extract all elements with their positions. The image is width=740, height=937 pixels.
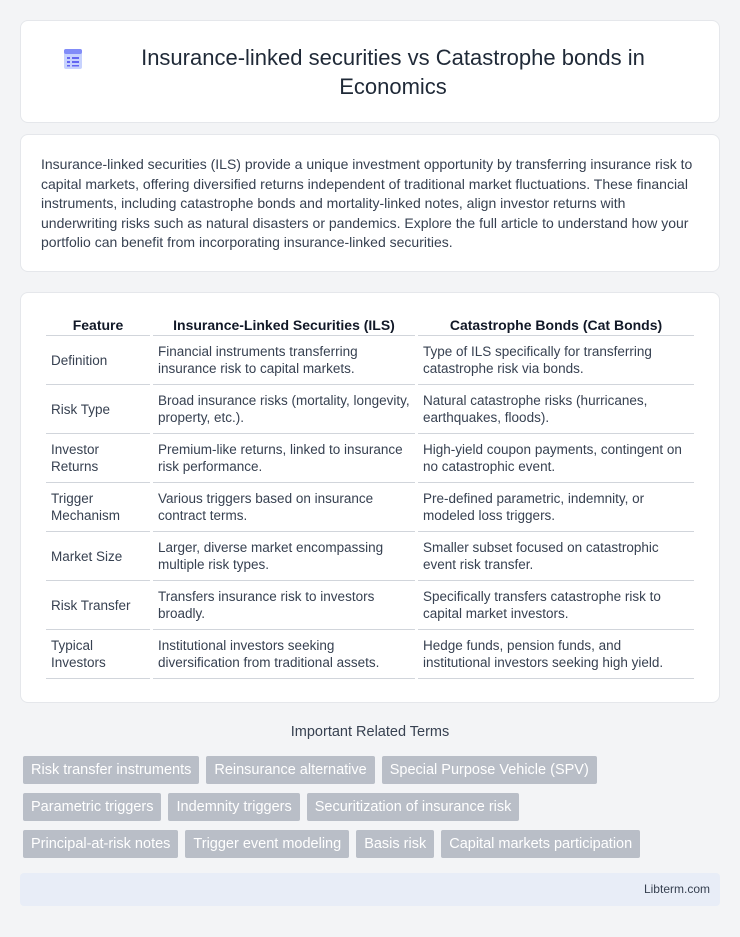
cat-bond-cell: Type of ILS specifically for transferring catastrophe risk via bonds.	[418, 336, 694, 385]
ils-cell: Various triggers based on insurance contract terms.	[153, 483, 415, 532]
table-row	[46, 434, 694, 483]
header-ils: Insurance-Linked Securities (ILS)	[153, 313, 415, 336]
ils-cell: Financial instruments transferring insurance risk to capital markets.	[153, 336, 415, 385]
tag-row	[23, 756, 723, 784]
cat-bond-cell: High-yield coupon payments, contingent on no catastrophic event.	[418, 434, 694, 483]
tag-row	[23, 830, 723, 858]
tag-row	[23, 793, 723, 821]
table-row	[46, 336, 694, 385]
related-term-tag[interactable]: Special Purpose Vehicle (SPV)	[382, 756, 597, 784]
feature-cell: Trigger Mechanism	[46, 483, 150, 532]
intro-card	[20, 134, 720, 272]
feature-cell: Risk Type	[46, 385, 150, 434]
title-card	[20, 20, 720, 123]
table-row	[46, 630, 694, 679]
related-term-tag[interactable]: Risk transfer instruments	[23, 756, 199, 784]
related-term-tag[interactable]: Reinsurance alternative	[206, 756, 374, 784]
related-term-tag[interactable]: Securitization of insurance risk	[307, 793, 520, 821]
related-terms-list	[23, 756, 723, 867]
table-row	[46, 385, 694, 434]
feature-cell: Definition	[46, 336, 150, 385]
comparison-table	[43, 313, 697, 679]
footer-site-link[interactable]: Libterm.com	[643, 882, 710, 896]
footer	[20, 873, 720, 906]
related-term-tag[interactable]: Indemnity triggers	[168, 793, 299, 821]
related-terms-heading: Important Related Terms	[290, 724, 450, 740]
table-header-row	[46, 313, 694, 336]
cat-bond-cell: Hedge funds, pension funds, and institutional investors seeking high yield.	[418, 630, 694, 679]
document-icon	[61, 47, 85, 71]
ils-cell: Larger, diverse market encompassing multiple risk types.	[153, 532, 415, 581]
related-term-tag[interactable]: Basis risk	[356, 830, 434, 858]
intro-paragraph: Insurance-linked securities (ILS) provide a unique investment opportunity by transferring insurance risk to capital markets, offering diversified returns independent of traditional market fluctuations. These financial instruments, including catastrophe bonds and mortality-linked notes, align investor returns with underwriting risks such as natural disasters or pandemics. Explore the full article to understand how your portfolio can benefit from incorporating insurance-linked securities.	[41, 156, 693, 250]
ils-cell: Institutional investors seeking diversification from traditional assets.	[153, 630, 415, 679]
cat-bond-cell: Smaller subset focused on catastrophic event risk transfer.	[418, 532, 694, 581]
related-term-tag[interactable]: Principal-at-risk notes	[23, 830, 178, 858]
header-feature: Feature	[46, 313, 150, 336]
page-title: Insurance-linked securities vs Catastrophe bonds in Economics	[141, 44, 645, 99]
cat-bond-cell: Pre-defined parametric, indemnity, or modeled loss triggers.	[418, 483, 694, 532]
table-row	[46, 532, 694, 581]
header-cat-bonds: Catastrophe Bonds (Cat Bonds)	[418, 313, 694, 336]
ils-cell: Broad insurance risks (mortality, longevity, property, etc.).	[153, 385, 415, 434]
comparison-table-card	[20, 292, 720, 703]
cat-bond-cell: Natural catastrophe risks (hurricanes, earthquakes, floods).	[418, 385, 694, 434]
table-row	[46, 581, 694, 630]
ils-cell: Premium-like returns, linked to insurance risk performance.	[153, 434, 415, 483]
feature-cell: Investor Returns	[46, 434, 150, 483]
feature-cell: Market Size	[46, 532, 150, 581]
table-row	[46, 483, 694, 532]
ils-cell: Transfers insurance risk to investors broadly.	[153, 581, 415, 630]
title-wrap	[61, 43, 679, 101]
feature-cell: Typical Investors	[46, 630, 150, 679]
related-term-tag[interactable]: Parametric triggers	[23, 793, 161, 821]
related-term-tag[interactable]: Trigger event modeling	[185, 830, 349, 858]
cat-bond-cell: Specifically transfers catastrophe risk to capital market investors.	[418, 581, 694, 630]
related-term-tag[interactable]: Capital markets participation	[441, 830, 640, 858]
feature-cell: Risk Transfer	[46, 581, 150, 630]
